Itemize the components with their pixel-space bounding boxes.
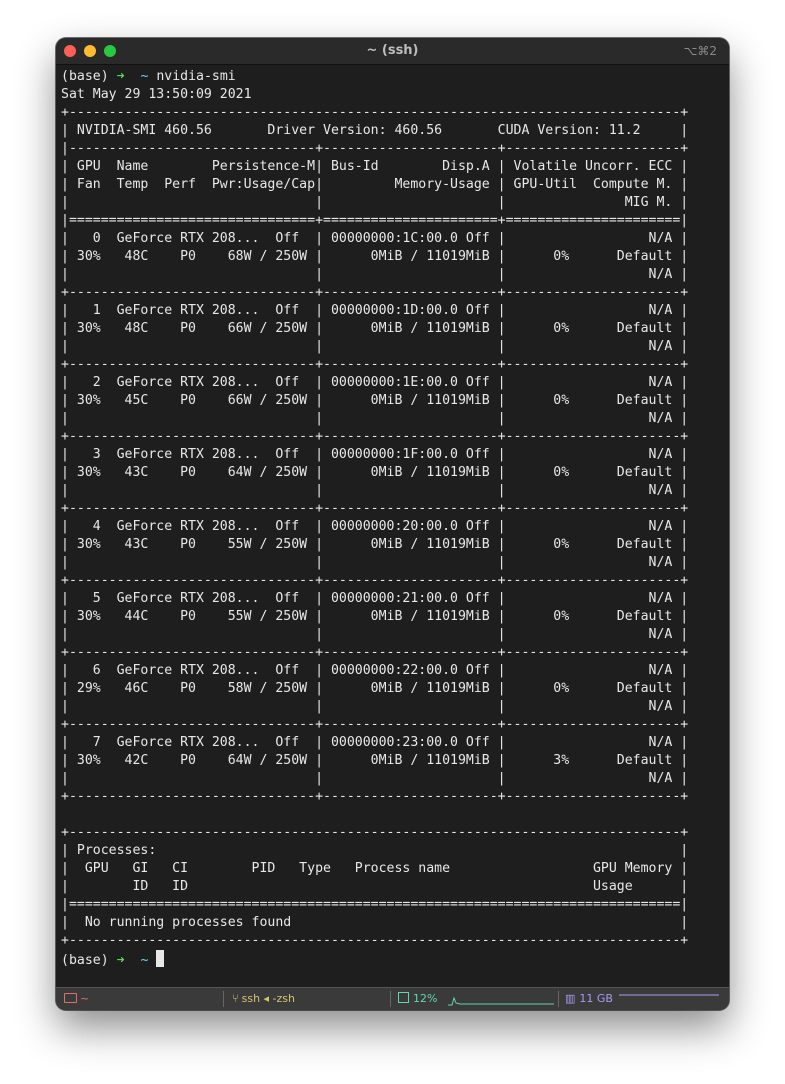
cpu-label: 12% [413,992,438,1005]
output-line: | 30% 45C P0 66W / 250W | 0MiB / 11019MiB | 0% Default | [61,393,689,408]
process-label: ssh ◂ -zsh [241,992,296,1005]
output-line: | 30% 44C P0 55W / 250W | 0MiB / 11019MiB | 0% Default | [61,609,689,624]
output-line: | | | N/A | [61,699,689,714]
output-line: +-------------------------------+----------------------+----------------------+ [61,501,689,516]
output-line: | 7 GeForce RTX 208... Off | 00000000:23:00.0 Off | N/A | [61,735,689,750]
output-line: | | | N/A | [61,555,689,570]
output-line: | | | N/A | [61,411,689,426]
output-line: | 29% 46C P0 58W / 250W | 0MiB / 11019MiB | 0% Default | [61,681,689,696]
output-line: | 3 GeForce RTX 208... Off | 00000000:1F:00.0 Off | N/A | [61,447,689,462]
output-line: +-------------------------------+----------------------+----------------------+ [61,357,689,372]
memory-label: 11 GB [579,992,613,1005]
terminal-output[interactable] [61,68,721,988]
output-line: | 0 GeForce RTX 208... Off | 00000000:1C:00.0 Off | N/A | [61,231,689,246]
cpu-icon [398,992,409,1003]
memory-icon: ▥ [565,992,576,1005]
output-line: | 30% 43C P0 64W / 250W | 0MiB / 11019MiB | 0% Default | [61,465,689,480]
output-line: | | | N/A | [61,267,689,282]
window-title: ~ (ssh) [366,43,419,58]
folder-icon [64,993,77,1003]
output-line: | | | N/A | [61,339,689,354]
prompt-command: nvidia-smi [156,69,236,84]
prompt-env: (base) [61,69,109,84]
status-folder[interactable] [64,988,89,1010]
output-line: +-----------------------------------------------------------------------------+ [61,105,689,120]
prompt-directory: ~ [140,69,149,84]
text-cursor[interactable] [156,950,164,967]
output-line: | Fan Temp Perf Pwr:Usage/Cap| Memory-Usage | GPU-Util Compute M. | [61,177,689,192]
output-line: |=============================================================================| [61,897,689,912]
output-line: +-------------------------------+----------------------+----------------------+ [61,789,689,804]
status-divider [223,991,224,1007]
output-line: | 5 GeForce RTX 208... Off | 00000000:21:00.0 Off | N/A | [61,591,689,606]
output-line: +-------------------------------+----------------------+----------------------+ [61,717,689,732]
tab-shortcut: ⌥⌘2 [683,44,717,58]
branch-icon: ⑂ [232,992,239,1005]
output-line: | 2 GeForce RTX 208... Off | 00000000:1E:00.0 Off | N/A | [61,375,689,390]
output-line: +-----------------------------------------------------------------------------+ [61,933,689,948]
status-process[interactable] [232,988,295,1010]
output-line: | 1 GeForce RTX 208... Off | 00000000:1D:00.0 Off | N/A | [61,303,689,318]
status-memory[interactable] [565,988,613,1010]
cpu-sparkline [448,992,554,1006]
prompt-env: (base) [61,953,109,968]
prompt-line [61,950,721,968]
output-line: +-------------------------------+----------------------+----------------------+ [61,645,689,660]
output-line: | 30% 48C P0 66W / 250W | 0MiB / 11019MiB | 0% Default | [61,321,689,336]
output-line: |===============================+======================+======================| [61,213,689,228]
prompt-arrow-icon: ➜ [116,953,125,968]
prompt-directory: ~ [140,953,149,968]
folder-label: ~ [80,992,90,1005]
prompt-arrow-icon: ➜ [116,69,125,84]
output-line: | 6 GeForce RTX 208... Off | 00000000:22:00.0 Off | N/A | [61,663,689,678]
output-line: | 30% 42C P0 64W / 250W | 0MiB / 11019MiB | 3% Default | [61,753,689,768]
prompt-line [61,68,721,86]
output-line: | 4 GeForce RTX 208... Off | 00000000:20:00.0 Off | N/A | [61,519,689,534]
status-cpu[interactable] [398,988,437,1010]
output-line: | | | MIG M. | [61,195,689,210]
output-line: | NVIDIA-SMI 460.56 Driver Version: 460.56 CUDA Version: 11.2 | [61,123,689,138]
terminal-window [56,38,729,1010]
title-bar [56,38,729,65]
status-bar [56,987,729,1010]
output-line: +-------------------------------+----------------------+----------------------+ [61,285,689,300]
output-line: | | | N/A | [61,483,689,498]
memory-sparkline [619,992,719,1006]
output-line: |-------------------------------+----------------------+----------------------+ [61,141,689,156]
output-line: | GPU GI CI PID Type Process name GPU Memory | [61,861,689,876]
output-line [61,806,721,824]
output-line: | Processes: | [61,843,689,858]
output-line: +-------------------------------+----------------------+----------------------+ [61,429,689,444]
output-line: | GPU Name Persistence-M| Bus-Id Disp.A | Volatile Uncorr. ECC | [61,159,689,174]
output-line: +-------------------------------+----------------------+----------------------+ [61,573,689,588]
status-divider [558,991,559,1007]
output-line: | No running processes found | [61,915,689,930]
output-line: | | | N/A | [61,771,689,786]
output-line: Sat May 29 13:50:09 2021 [61,87,252,102]
status-divider [390,991,391,1007]
output-line: | 30% 48C P0 68W / 250W | 0MiB / 11019MiB | 0% Default | [61,249,689,264]
output-line: | ID ID Usage | [61,879,689,894]
output-line: | 30% 43C P0 55W / 250W | 0MiB / 11019MiB | 0% Default | [61,537,689,552]
output-line: +-----------------------------------------------------------------------------+ [61,825,689,840]
output-line: | | | N/A | [61,627,689,642]
